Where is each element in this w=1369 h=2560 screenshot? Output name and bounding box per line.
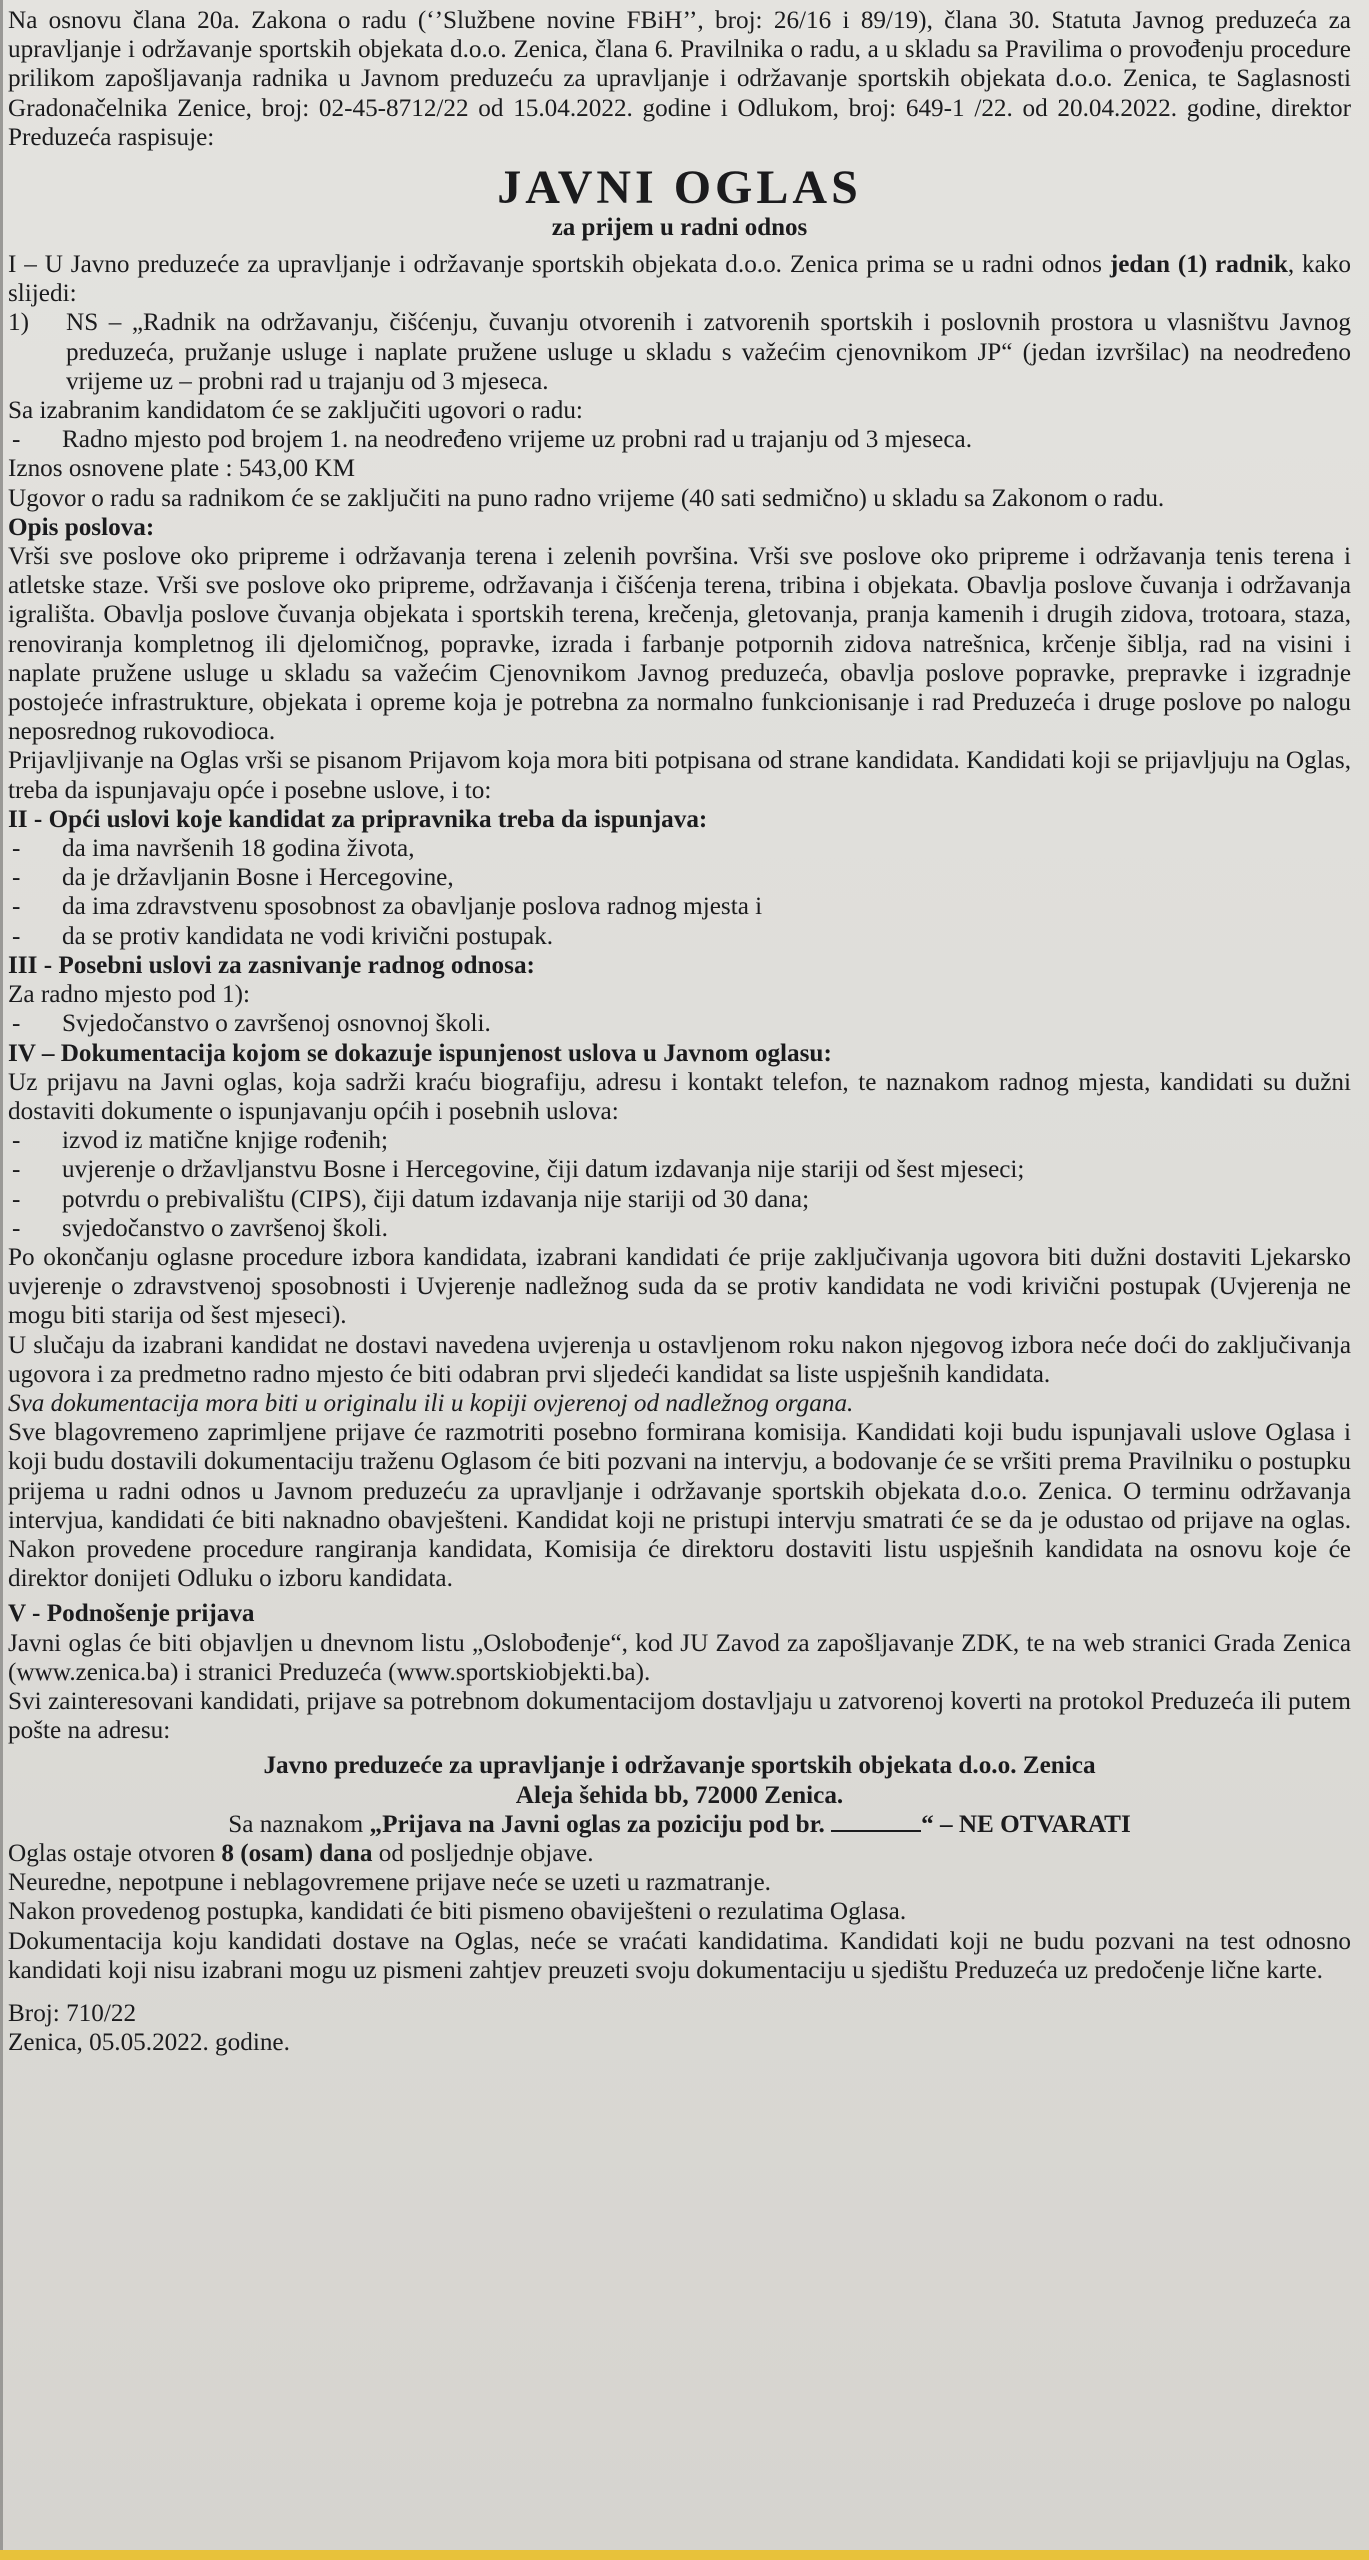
section4-paragraph-2: U slučaju da izabrani kandidat ne dostavi navedena uvjerenja u ostavljenom roku nakon njegovog izbora neće doći do zaključivanja ugovora i za predmetno radno mjesto će biti odabran prvi sljedeći kandidat sa liste uspješnih kandidata. — [8, 1331, 1351, 1388]
section4-paragraph-4: Sve blagovremeno zaprimljene prijave će razmotriti posebno formirana komisija. Kandidati koji budu ispunjavali uslove Oglasa i koji budu dostavili dokumentaciju traženu Oglasom će biti pozvani na intervju, a bodovanje će se vršiti prema Pravilniku o postupku prijema u radni odnos u Javnom preduzeću za upravljanje i održavanje sportskih objekata d.o.o. Zenica. O terminu održavanja intervjua, kandidati će biti naknadno obavješteni. Kandidat koji ne pristupi intervju smatrati će se da je odustao od prijave na oglas. Nakon provedene procedure rangiranja kandidata, Komisija će direktoru dostaviti listu uspješnih kandidata na osnovu koje će direktor donijeti Odluku o izboru kandidata. — [8, 1419, 1351, 1593]
section3-sub: Za radno mjesto pod 1): — [8, 981, 251, 1009]
contract-line: Sa izabranim kandidatom će se zaključiti ugovori o radu: — [8, 397, 583, 425]
hours-line: Ugovor o radu sa radnikom će se zaključiti na puno radno vrijeme (40 sati sedmično) u skladu sa Zakonom o radu. — [8, 484, 1165, 512]
position-text: NS – „Radnik na održavanju, čišćenju, čuvanju otvorenih i zatvorenih sportskih i poslovnih prostora u vlasništvu Javnog preduzeća, pružanje usluge i naplate pružene usluge u skladu s važećim cjenovnikom JP“ (jedan izvršilac) na neodređeno vrijeme uz – probni rad u trajanju od 3 mjeseca. — [66, 309, 1351, 395]
list-item: - da ima navršenih 18 godina života, — [12, 835, 415, 863]
section5-paragraph-1: Javni oglas će biti objavljen u dnevnom listu „Oslobođenje“, kod JU Zavod za zapošljavanje ZDK, te na web stranici Grada Zenica (www.zenica.ba) i stranici Preduzeća (www.sportskiobjekti.ba). — [8, 1629, 1351, 1686]
section4-paragraph-1: Po okončanju oglasne procedure izbora kandidata, izabrani kandidati će prije zaključivanja ugovora biti dužni dostaviti Ljekarsko uvjerenje o zdravstvenoj sposobnosti i Uvjerenje nadležnog suda da se protiv kandidata ne vodi krivični postupak (Uvjerenja ne mogu biti starija od šest mjeseci). — [8, 1243, 1351, 1330]
list-item: - svjedočanstvo o završenoj školi. — [12, 1214, 388, 1242]
section4-lead: Uz prijavu na Javni oglas, koja sadrži kraću biografiju, adresu i kontakt telefon, te naznakom radnog mjesta, kandidati su dužni dostaviti dokumente o ispunjavanju općih i posebnih uslova: — [8, 1068, 1351, 1125]
list-item: - Svjedočanstvo o završenoj osnovnoj školi. — [12, 1010, 491, 1038]
page-border — [0, 0, 3, 2560]
duties-title: Opis poslova: — [8, 513, 155, 541]
note-3: Dokumentacija koju kandidati dostave na Oglas, neće se vraćati kandidatima. Kandidati koji ne budu pozvani na test odnosno kandidati koji nisu izabrani mogu uz pismeni zahtjev preuzeti svoju dokumentaciju u sjedištu Preduzeća uz predočenje lične karte. — [8, 1927, 1351, 1984]
documents-list — [8, 1126, 1351, 1243]
position-item: 1) NS – „Radnik na održavanju, čišćenju, čuvanju otvorenih i zatvorenih sportskih i poslovnih prostora u vlasništvu Javnog preduzeća, pružanje usluge i naplate pružene usluge u skladu s važećim cjenovnikom JP“ (jedan izvršilac) na neodređeno vrijeme uz – probni rad u trajanju od 3 mjeseca. — [8, 309, 1351, 395]
contract-item: - Radno mjesto pod brojem 1. na neodređeno vrijeme uz probni rad u trajanju od 3 mjeseca. — [12, 426, 972, 454]
general-conditions-list — [8, 834, 1351, 951]
position-number-blank — [831, 1830, 921, 1832]
open-period: Oglas ostaje otvoren 8 (osam) dana od posljednje objave. — [8, 1839, 594, 1867]
intro-paragraph: Na osnovu člana 20a. Zakona o radu (‘’Službene novine FBiH’’, broj: 26/16 i 89/19), člana 30. Statuta Javnog preduzeća za upravljanje i održavanje sportskih objekata d.o.o. Zenica, člana 6. Pravilnika o radu, a u skladu sa Pravilima o provođenju procedure prilikom zapošljavanja radnika u Javnom preduzeću za upravljanje i održavanje sportskih objekata d.o.o. Zenica, te Saglasnosti Gradonačelnika Zenice, broj: 02-45-8712/22 od 15.04.2022. godine i Odlukom, broj: 649-1 /22. od 20.04.2022. godine, direktor Preduzeća raspisuje: — [8, 7, 1351, 151]
list-item: - uvjerenje o državljanstvu Bosne i Hercegovine, čiji datum izdavanja nije stariji od šest mjeseci; — [12, 1156, 1025, 1184]
section5-title: V - Podnošenje prijava — [8, 1600, 255, 1628]
address-line-1: Javno preduzeće za upravljanje i održavanje sportskih objekata d.o.o. Zenica — [263, 1752, 1096, 1780]
document-number: Broj: 710/22 — [8, 2000, 137, 2027]
section3-title: III - Posebni uslovi za zasnivanje radnog odnosa: — [8, 951, 535, 979]
apply-paragraph: Prijavljivanje na Oglas vrši se pisanom Prijavom koja mora biti potpisana od strane kandidata. Kandidati koji se prijavljuju na Oglas, treba da ispunjavaju opće i posebne uslove, i to: — [8, 747, 1351, 804]
section4-paragraph-3: Sva dokumentacija mora biti u originalu ili u kopiji ovjerenoj od nadležnog organa. — [8, 1389, 854, 1417]
envelope-mark: Sa naznakom „Prijava na Javni oglas za poziciju pod br. “ – NE OTVARATI — [228, 1810, 1131, 1838]
duties-paragraph: Vrši sve poslove oko pripreme i održavanja terena i zelenih površina. Vrši sve poslove oko pripreme i održavanja tenis terena i atletske staze. Vrši sve poslove oko pripreme, održavanja i čišćenja terena, tribina i objekata. Obavlja poslove čuvanja i održavanja igrališta. Obavlja poslove čuvanja objekata i sportskih terena, krečenja, gletovanja, pranja kamenih i drugih zidova, trotoara, staza, renoviranja kompletnog ili djelomičnog, popravke, izrada i farbanje potpornih zidova natrešnica, krčenje šiblja, rad na visini i naplate pružene usluge u skladu sa važećim Cjenovnikom Javnog preduzeća, obavlja poslove popravke, prepravke i izgradnje postojeće infrastrukture, objekata i opreme koja je potrebna za normalno funkcionisanje i rad Preduzeća i druge poslove po nalogu neposrednog rukovodioca. — [8, 543, 1351, 746]
list-item: - izvod iz matične knjige rođenih; — [12, 1127, 388, 1155]
address-line-2: Aleja šehida bb, 72000 Zenica. — [515, 1781, 844, 1809]
document-subtitle: za prijem u radni odnos — [551, 214, 808, 242]
document-title: JAVNI OGLAS — [497, 161, 862, 215]
section5-paragraph-2: Svi zainteresovani kandidati, prijave sa potrebnom dokumentacijom dostavljaju u zatvorenoj koverti na protokol Preduzeća ili putem pošte na adresu: — [8, 1687, 1351, 1745]
list-item: - da ima zdravstvenu sposobnost za obavljanje poslova radnog mjesta i — [12, 893, 763, 921]
section1-lead: I – U Javno preduzeće za upravljanje i održavanje sportskih objekata d.o.o. Zenica prima se u radni odnos jedan (1) radnik, kako slijedi: — [8, 251, 1352, 308]
list-item: - da je državljanin Bosne i Hercegovine, — [12, 864, 454, 892]
section4-title: IV – Dokumentacija kojom se dokazuje ispunjenost uslova u Javnom oglasu: — [8, 1039, 832, 1067]
list-item: - da se protiv kandidata ne vodi krivični postupak. — [12, 922, 554, 950]
salary-line: Iznos osnovene plate : 543,00 KM — [8, 455, 355, 483]
document-date: Zenica, 05.05.2022. godine. — [8, 2029, 290, 2057]
section2-title: II - Opći uslovi koje kandidat za pripravnika treba da ispunjava: — [8, 805, 708, 833]
note-2: Nakon provedenog postupka, kandidati će biti pismeno obaviješteni o rezulatima Oglasa. — [8, 1898, 907, 1926]
note-1: Neuredne, nepotpune i neblagovremene prijave neće se uzeti u razmatranje. — [8, 1869, 771, 1897]
list-item: - potvrdu o prebivalištu (CIPS), čiji datum izdavanja nije stariji od 30 dana; — [12, 1185, 810, 1213]
